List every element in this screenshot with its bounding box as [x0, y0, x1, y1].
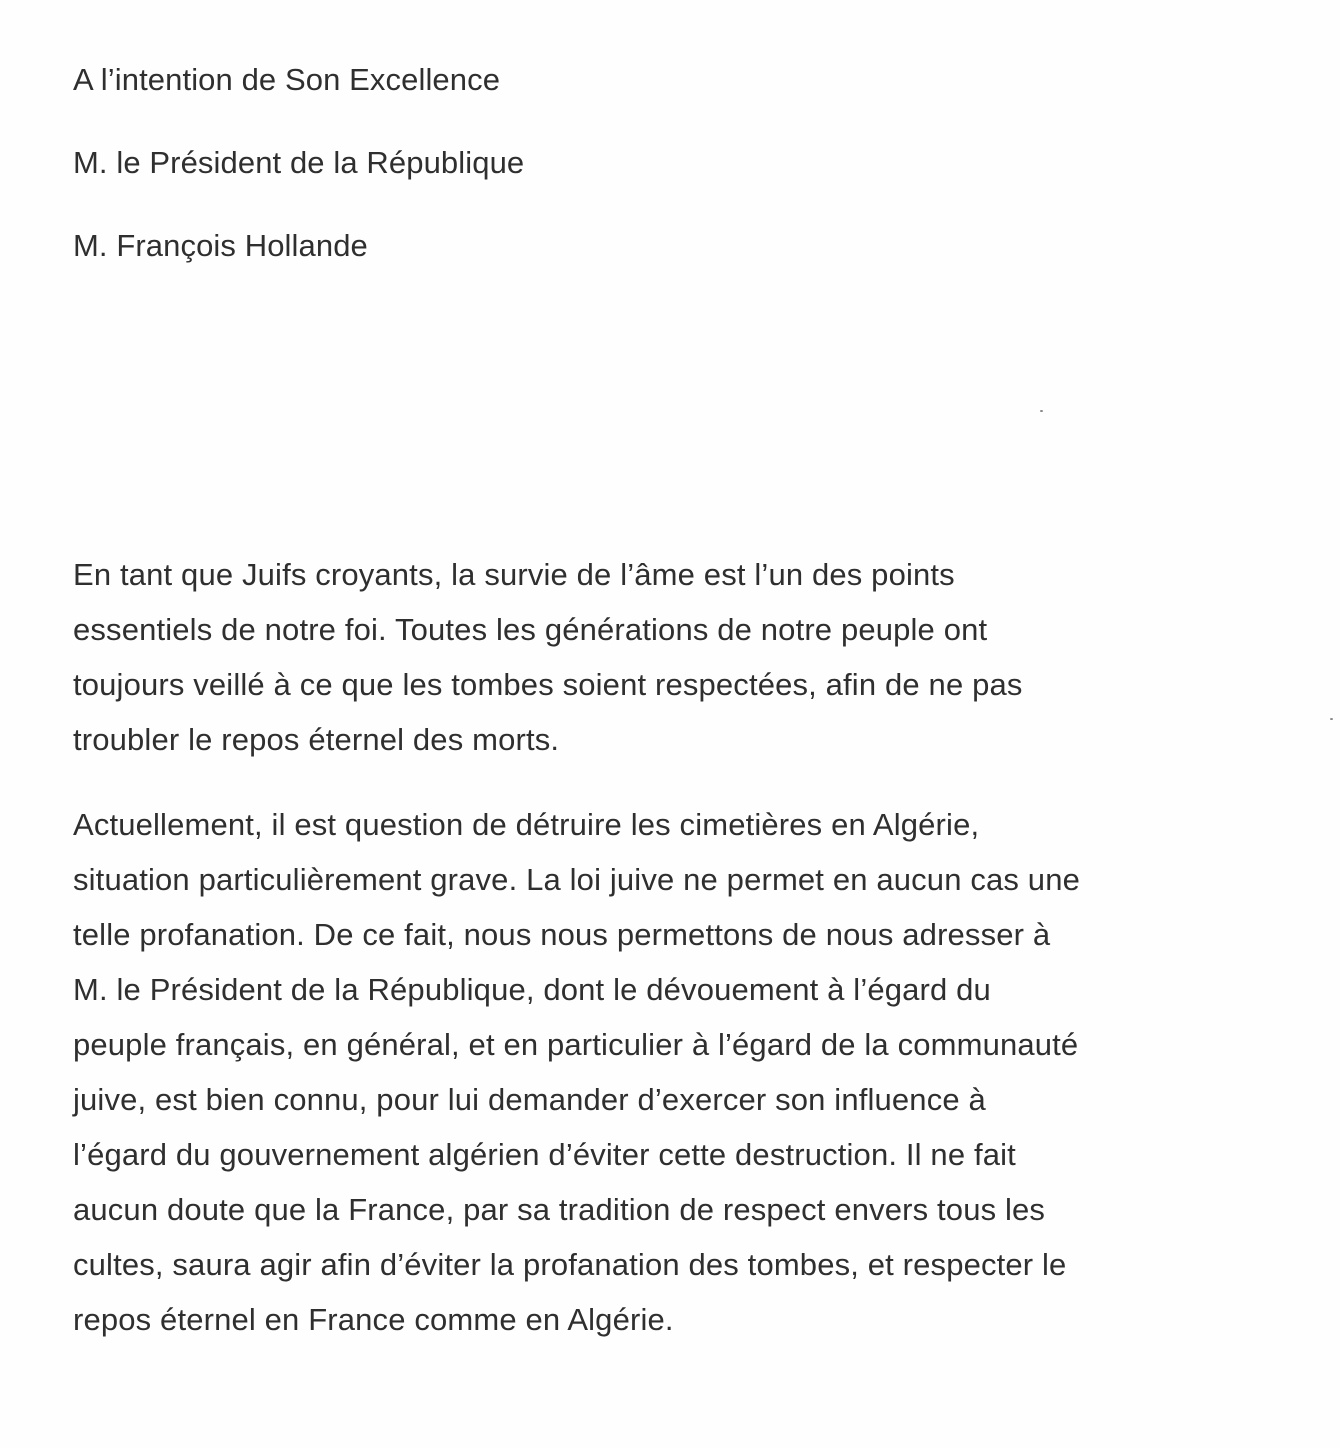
- paragraph-line: situation particulièrement grave. La loi juive ne permet en aucun cas une: [73, 862, 1080, 897]
- paragraph-line: cultes, saura agir afin d’éviter la profanation des tombes, et respecter le: [73, 1247, 1067, 1282]
- scan-speck: [1040, 410, 1043, 412]
- paragraph-line: peuple français, en général, et en particulier à l’égard de la communauté: [73, 1027, 1079, 1062]
- address-line-2: M. le Président de la République: [73, 145, 525, 180]
- paragraph-line: essentiels de notre foi. Toutes les générations de notre peuple ont: [73, 612, 988, 647]
- address-line-3: M. François Hollande: [73, 228, 368, 263]
- scan-speck: [1330, 718, 1333, 720]
- paragraph-2: [73, 797, 1273, 1347]
- paragraph-1: [73, 547, 1273, 767]
- paragraph-line: aucun doute que la France, par sa tradition de respect envers tous les: [73, 1192, 1046, 1227]
- paragraph-line: Actuellement, il est question de détruire les cimetières en Algérie,: [73, 807, 980, 842]
- paragraph-line: repos éternel en France comme en Algérie.: [73, 1302, 674, 1337]
- paragraph-line: l’égard du gouvernement algérien d’éviter cette destruction. Il ne fait: [73, 1137, 1016, 1172]
- paragraph-line: troubler le repos éternel des morts.: [73, 722, 560, 757]
- paragraph-line: toujours veillé à ce que les tombes soient respectées, afin de ne pas: [73, 667, 1023, 702]
- paragraph-line: telle profanation. De ce fait, nous nous permettons de nous adresser à: [73, 917, 1051, 952]
- address-line-1: A l’intention de Son Excellence: [73, 62, 501, 97]
- paragraph-line: En tant que Juifs croyants, la survie de l’âme est l’un des points: [73, 557, 955, 592]
- paragraph-line: juive, est bien connu, pour lui demander d’exercer son influence à: [73, 1082, 986, 1117]
- paragraph-line: M. le Président de la République, dont le dévouement à l’égard du: [73, 972, 991, 1007]
